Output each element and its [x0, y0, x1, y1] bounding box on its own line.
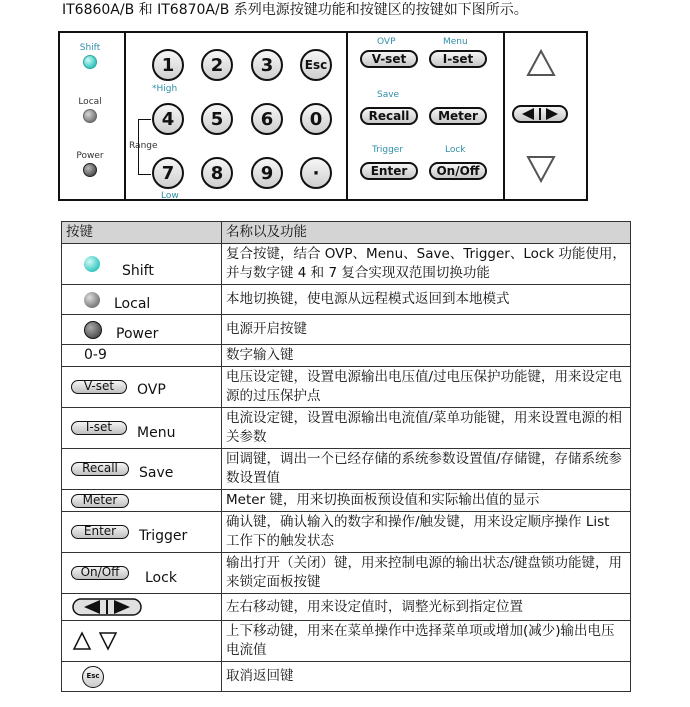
function-desc: 电流设定键，设置电源输出电流值/菜单功能键，用来设置电源的相关参数 — [222, 408, 631, 449]
table-row — [62, 315, 631, 345]
function-desc: 输出打开（关闭）键，用来控制电源的输出状态/键盘锁功能键，用来锁定面板按键 — [222, 553, 631, 594]
front-panel — [58, 31, 588, 201]
meter-button[interactable]: Meter — [429, 107, 487, 125]
key-label: Power — [116, 326, 159, 342]
shift-led-block — [60, 43, 120, 69]
key-0[interactable]: 0 — [300, 103, 332, 135]
key-6[interactable]: 6 — [251, 103, 283, 135]
key-label: Trigger — [139, 527, 188, 544]
save-label: Save — [377, 90, 400, 100]
menu-label: Menu — [443, 37, 468, 47]
recall-button[interactable]: Recall — [360, 107, 418, 125]
header-function: 名称以及功能 — [222, 222, 631, 244]
function-desc: 取消返回键 — [222, 662, 631, 692]
v-set-button[interactable]: V-set — [360, 50, 418, 68]
table-row — [62, 662, 631, 692]
key-label: Shift — [122, 262, 154, 279]
dark-led-icon — [84, 321, 102, 339]
ovp-label: OVP — [377, 37, 396, 47]
esc-button[interactable]: Esc — [300, 49, 332, 81]
function-desc: 数字输入键 — [222, 345, 631, 367]
v-set-button-icon: V-set — [71, 380, 127, 394]
panel-divider — [346, 33, 348, 199]
power-led-label: Power — [76, 151, 104, 161]
local-led-label: Local — [78, 97, 102, 107]
i-set-button[interactable]: I-set — [429, 50, 487, 68]
i-set-button-icon: I-set — [71, 421, 127, 435]
left-right-arrow-icon[interactable] — [512, 105, 568, 123]
key-label: Menu — [137, 424, 176, 441]
local-led-block — [60, 97, 120, 123]
panel-divider — [124, 33, 126, 199]
function-desc: 确认键，确认输入的数字和操作/触发键，用来设定顺序操作 List 工作下的触发状态 — [222, 512, 631, 553]
table-row — [62, 512, 631, 553]
table-row — [62, 345, 631, 367]
range-bracket — [138, 119, 151, 175]
key-8[interactable]: 8 — [201, 157, 233, 189]
key-dot[interactable]: · — [300, 157, 332, 189]
table-header-row — [62, 222, 631, 244]
function-desc: 电源开启按键 — [222, 315, 631, 345]
esc-button-icon: Esc — [82, 666, 104, 688]
table-row — [62, 285, 631, 315]
key-label: Save — [139, 464, 174, 481]
key-2[interactable]: 2 — [201, 49, 233, 81]
header-key: 按键 — [62, 222, 222, 244]
shift-led-icon — [83, 55, 97, 69]
key-label: Local — [114, 296, 151, 312]
key-9[interactable]: 9 — [251, 157, 283, 189]
function-desc: 电压设定键，设置电源输出电压值/过电压保护功能键，用来设定电源的过压保护点 — [222, 367, 631, 408]
table-row — [62, 594, 631, 621]
on-off-button[interactable]: On/Off — [429, 162, 487, 180]
left-right-arrow-icon — [72, 598, 142, 616]
range-label: Range — [129, 141, 158, 151]
key-7[interactable]: 7 — [152, 157, 184, 189]
function-desc: 本地切换键，使电源从远程模式返回到本地模式 — [222, 285, 631, 315]
function-desc: 上下移动键，用来在菜单操作中选择菜单项或增加(减少)输出电压电流值 — [222, 621, 631, 662]
shift-led-label: Shift — [79, 43, 101, 53]
meter-button-icon: Meter — [71, 494, 129, 508]
up-down-triangle-icon — [72, 631, 120, 651]
power-led-icon — [83, 163, 97, 177]
intro-text: IT6860A/B 和 IT6870A/B 系列电源按键功能和按键区的按键如下图所示。 — [62, 2, 528, 18]
key-label: OVP — [137, 381, 166, 398]
local-led-icon — [83, 109, 97, 123]
high-label: *High — [152, 84, 178, 94]
up-triangle-icon[interactable] — [526, 49, 556, 77]
table-row — [62, 490, 631, 512]
table-row — [62, 244, 631, 285]
function-desc: Meter 键，用来切换面板预设值和实际输出值的显示 — [222, 490, 631, 512]
enter-button-icon: Enter — [71, 525, 129, 539]
table-row — [62, 621, 631, 662]
table-row — [62, 449, 631, 490]
function-desc: 回调键，调出一个已经存储的系统参数设置值/存储键，存储系统参数设置值 — [222, 449, 631, 490]
on-off-button-icon: On/Off — [71, 566, 129, 580]
enter-button[interactable]: Enter — [360, 162, 418, 180]
key-label: 0-9 — [84, 347, 107, 363]
down-triangle-icon[interactable] — [526, 155, 556, 183]
table-row — [62, 367, 631, 408]
key-3[interactable]: 3 — [251, 49, 283, 81]
key-5[interactable]: 5 — [201, 103, 233, 135]
table-row — [62, 408, 631, 449]
table-row — [62, 553, 631, 594]
panel-divider — [503, 33, 505, 199]
low-label: Low — [161, 191, 179, 201]
lock-label: Lock — [445, 145, 466, 155]
gray-led-icon — [84, 292, 100, 308]
recall-button-icon: Recall — [71, 462, 129, 476]
key-1[interactable]: 1 — [152, 49, 184, 81]
cyan-led-icon — [84, 256, 100, 272]
key-function-table — [61, 221, 631, 692]
key-label: Lock — [145, 569, 177, 586]
trigger-label: Trigger — [372, 145, 404, 155]
power-led-block — [60, 151, 120, 177]
function-desc: 复合按键，结合 OVP、Menu、Save、Trigger、Lock 功能使用，并与数字键 4 和 7 复合实现双范围切换功能 — [222, 244, 631, 285]
key-4[interactable]: 4 — [152, 103, 184, 135]
function-desc: 左右移动键，用来设定值时，调整光标到指定位置 — [222, 594, 631, 621]
